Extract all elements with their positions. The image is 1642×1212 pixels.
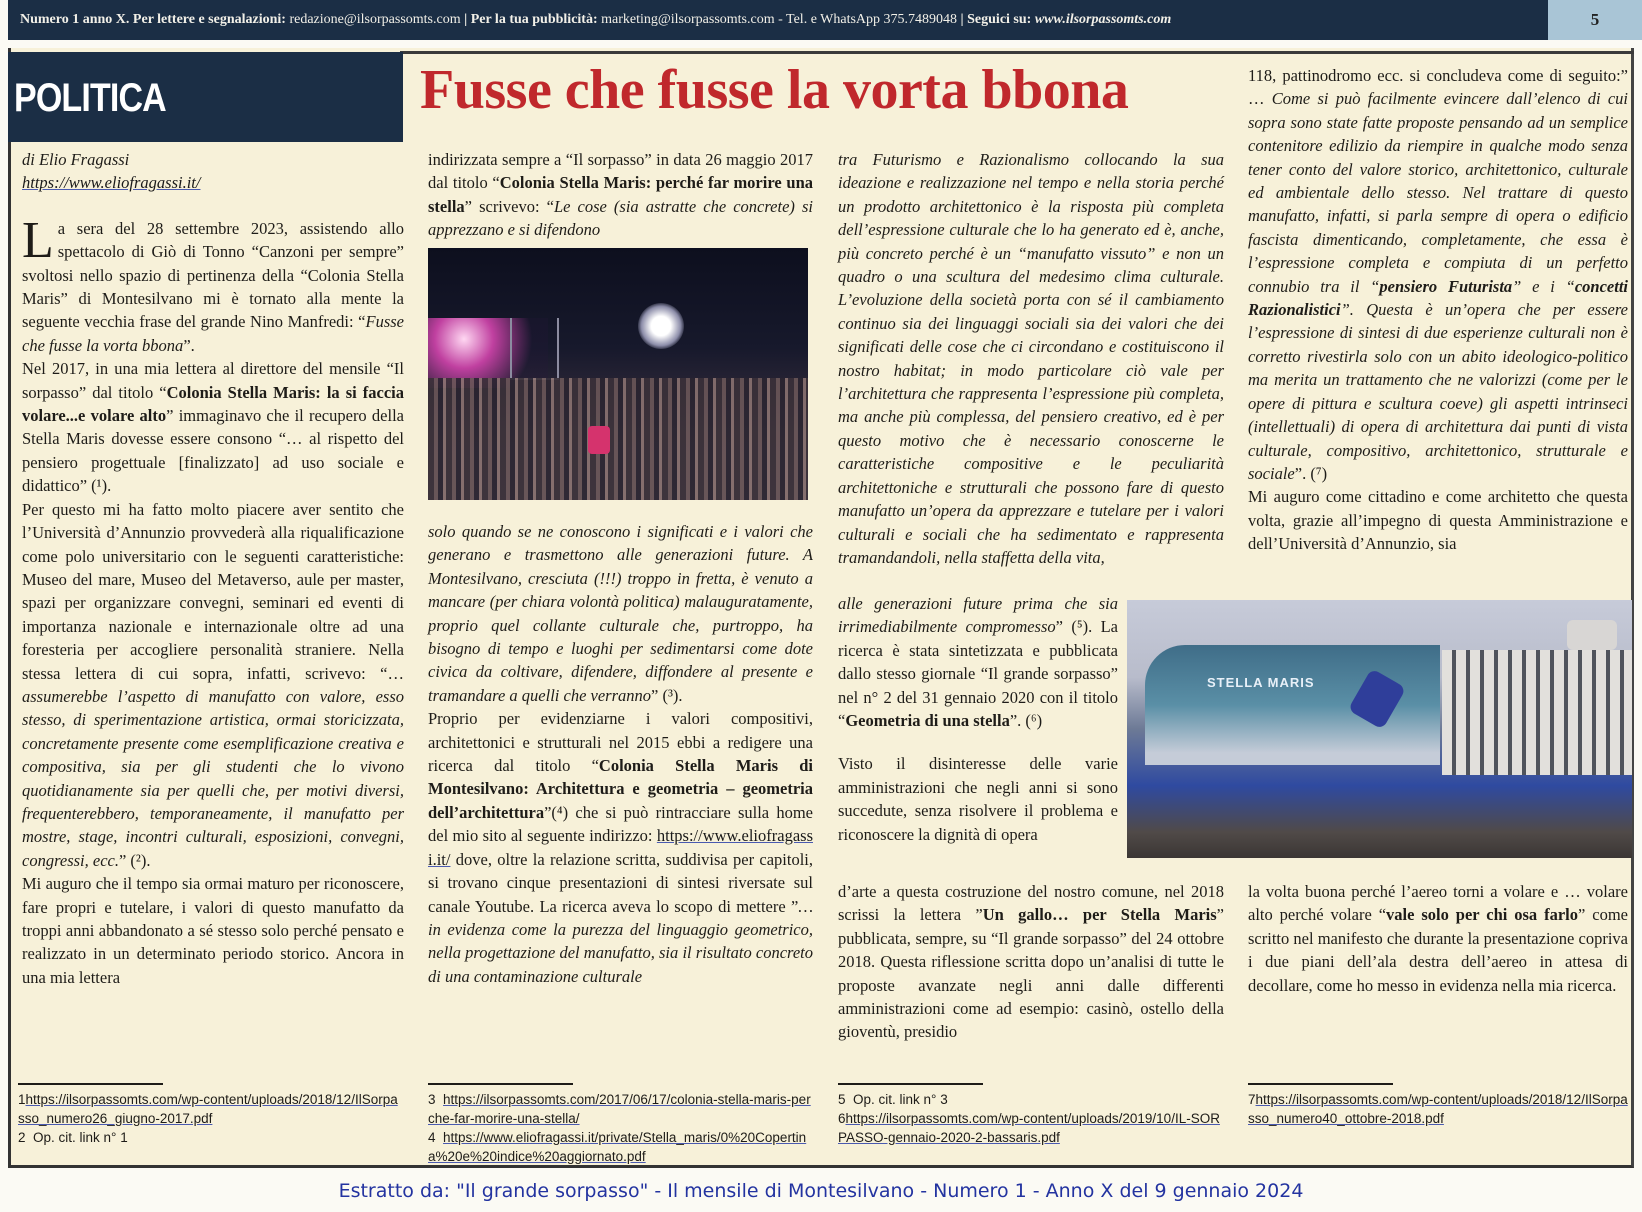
website-link[interactable]: www.ilsorpassomts.com: [1034, 12, 1172, 27]
author: di Elio Fragassi: [22, 150, 130, 169]
author-website-link[interactable]: https://www.eliofragassi.it/: [22, 173, 201, 193]
paragraph: tra Futurismo e Razionalismo collocando la sua ideazione e realizzazione nel tempo e nella storia perché un prodotto architettonico è la risposta più completa dell’espressione culturale che lo ha generato ed è, anche, più concreto perché è un “manufatto vissuto” e non un quadro o una scultura del medesimo clima culturale. L’evoluzione della società porta con sé il cambiamento continuo sia dei linguaggi sociali sia dei valori che dei significati delle cose che ci circondano e costituiscono il nostro habitat; in modo particolare ciò vale per l’architettura che rappresenta l’espressione più completa, ma anche più complessa, del pensiero creativo, ed è per questo motivo che è necessario conoscerne le caratteristiche compositive e le peculiarità architettoniche e strutturali che possono fare di questo manufatto un’opera da apprezzare e tutelare per i valori culturali e sociali che ha sedimentato e rappresenta tramandandoli, nella staffetta della vita,: [838, 150, 1224, 567]
footnote-rule: [428, 1083, 573, 1085]
footnote-link[interactable]: https://ilsorpassomts.com/wp-content/uploads/2019/10/IL-SORPASSO-gennaio-2020-2-bassaris.pdf: [838, 1111, 1220, 1145]
footnote-1: 1https://ilsorpassomts.com/wp-content/uploads/2018/12/IlSorpasso_numero26_giugno-2017.pdf: [18, 1092, 398, 1126]
footnotes-col1: [18, 1090, 403, 1147]
banner-sign: STELLA MARIS: [1207, 675, 1315, 690]
paragraph: alle generazioni future prima che sia irrimediabilmente compromesso” (⁵). La ricerca è stata sintetizzata e pubblicata dallo stesso giornale “Il grande sorpasso” nel n° 2 del 31 gennaio 2020 con il titolo “Geometria di una stella”. (⁶): [838, 594, 1118, 731]
separator: |: [960, 12, 964, 27]
column-1: [22, 148, 404, 989]
building-cupola: [1567, 620, 1617, 650]
building-tower: [1442, 650, 1632, 775]
footnotes-col4: [1248, 1090, 1628, 1128]
footnote-link[interactable]: https://ilsorpassomts.com/wp-content/uploads/2018/12/IlSorpasso_numero26_giugno-2017.pdf: [18, 1092, 398, 1126]
paragraph: solo quando se ne conoscono i significati e i valori che generano e trasmettono alle generazioni future. A Montesilvano, cresciuta (!!!) troppo in fretta, è venuto a mancare (per chiara volontà politica) malauguratamente, proprio quel collante culturale che, purtroppo, ha bisogno di tempo e luoghi per sedimentarsi come dote civica da coltivare, difendere, diffondere al presente e tramandare a quelli che verranno” (³).: [428, 522, 813, 705]
footnotes-col3: [838, 1090, 1223, 1147]
footnote-link[interactable]: https://ilsorpassomts.com/wp-content/uploads/2018/12/IlSorpasso_numero40_ottobre-2018.pdf: [1248, 1092, 1628, 1126]
column-3: [838, 148, 1224, 569]
footnote-7: 7https://ilsorpassomts.com/wp-content/uploads/2018/12/IlSorpasso_numero40_ottobre-2018.pdf: [1248, 1092, 1628, 1126]
footnote-rule: [18, 1083, 163, 1085]
paragraph: Visto il disinteresse delle varie amministrazioni che negli anni si sono succedute, senza risolvere il problema e riconoscere la dignità di opera: [838, 754, 1118, 844]
footnote-6: 6https://ilsorpassomts.com/wp-content/uploads/2019/10/IL-SORPASSO-gennaio-2020-2-bassaris.pdf: [838, 1111, 1220, 1145]
paragraph: indirizzata sempre a “Il sorpasso” in data 26 maggio 2017 dal titolo “Colonia Stella Maris: perché far morire una stella” scrivevo: “Le cose (sia astratte che concrete) si apprezzano e si difendono: [428, 150, 813, 240]
separator: |: [464, 12, 468, 27]
issue-label: Numero 1 anno X.: [20, 12, 130, 27]
column-2-continued: [428, 520, 813, 988]
ads-label: Per la tua pubblicità:: [470, 12, 598, 27]
paragraph: Per questo mi ha fatto molto piacere aver sentito che l’Università d’Annunzio provvederà alla riqualificazione come polo universitario con le seguenti caratteristiche: Museo del mare, Museo del Metaverso, aule per master, spazi per organizzare convegni, seminari ed eventi di importanza nazionale e internazionale oltre ad una foresteria per accogliere personalità straniere. Nella stessa lettera di cui sopra, infatti, scrivevo: “… assumerebbe l’aspetto di manufatto con valore, esso stesso, di sperimentazione artistica, ormai storicizzata, concretamente presente come esemplificazione creativa e compositiva, sia per gli studenti che lo vivono quotidianamente sia per quelli che, per motivi diversi, frequenterebbero, temporaneamente, il manufatto per mostre, stage, incontri culturali, esposizioni, convegni, congressi, ecc.” (²).: [22, 499, 404, 870]
section-label-text: POLITICA: [14, 76, 166, 120]
footnote-2: 2 Op. cit. link n° 1: [18, 1130, 128, 1145]
phone-info: - Tel. e WhatsApp 375.7489048: [778, 12, 958, 27]
page-number: 5: [1548, 0, 1642, 40]
column-2: [428, 148, 813, 242]
column-4: [1248, 64, 1628, 556]
paragraph: La sera del 28 settembre 2023, assistendo allo spettacolo di Giò di Tonno “Canzoni per sempre” svoltosi nello spazio di pertinenza della “Colonia Stella Maris” di Montesilvano mi è tornato alla mente la seguente vecchia frase del grande Nino Manfredi: “Fusse che fusse la vorta bbona”.: [22, 211, 404, 355]
follow-label: Seguici su:: [967, 12, 1032, 27]
concert-crowd-photo: [428, 248, 808, 500]
footnotes-col2: [428, 1090, 813, 1166]
column-4-bottom: [1248, 880, 1628, 997]
footnote-rule: [838, 1083, 983, 1085]
letters-email[interactable]: redazione@ilsorpassomts.com: [289, 12, 461, 27]
ads-email[interactable]: marketing@ilsorpassomts.com: [601, 12, 775, 27]
stella-maris-building-photo: [1127, 600, 1632, 858]
headline: Fusse che fusse la vorta bbona: [420, 59, 1129, 121]
dropcap: L: [22, 211, 54, 269]
author-website-link[interactable]: https://www.eliofragassi.it/: [428, 826, 813, 869]
footnote-link[interactable]: https://www.eliofragassi.it/private/Stella_maris/0%20Copertina%20e%20indice%20aggiornato.pdf: [428, 1130, 807, 1164]
paragraph: Mi auguro come cittadino e come architetto che questa volta, grazie all’impegno di questa Amministrazione e dell’Università d’Annunzio, sia: [1248, 487, 1628, 554]
masthead-bar: [8, 0, 1548, 40]
paragraph: 118, pattinodromo ecc. si concludeva come di seguito:” … Come si può facilmente evincere dall’elenco di cui sopra sono state fatte proposte pensando ad un semplice contenitore edilizio da riempire in qualche modo senza tener conto del valore storico, architettonico, culturale ed ambientale dello stesso. Nel trattare di questo manufatto, infatti, si parla sempre di opera o edificio fascista dimenticando, completamente, che essa è l’espressione completa e compiuta di un perfetto connubio tra il “pensiero Futurista” e i “concetti Razionalistici”. Questa è un’opera che per essere l’espressione di sintesi di due esperienze culturali non è corretto rivestirla solo con un abito ideologico-politico ma merita un trattamento che ne valorizzi (come per le opere di pittura e scultura coeve) gli aspetti intrinseci (intellettuali) di opera di architettura dai punti di vista culturale, compositivo, architettonico, strutturale e sociale”. (⁷): [1248, 66, 1628, 483]
footnote-3: 3 https://ilsorpassomts.com/2017/06/17/colonia-stella-maris-perche-far-morire-una-stella/: [428, 1092, 811, 1126]
audience-member: [588, 426, 610, 454]
column-3-bottom: [838, 880, 1224, 1044]
paragraph: Nel 2017, in una mia lettera al direttore del mensile “Il sorpasso” dal titolo “Colonia Stella Maris: la si faccia volare...e volare alto” immaginavo che il recupero della Stella Maris dovesse essere consono “… al rispetto del pensiero progettuale [finalizzato] ad uso sociale e didattico” (¹).: [22, 359, 404, 496]
footnote-4: 4 https://www.eliofragassi.it/private/Stella_maris/0%20Copertina%20e%20indice%20aggiornato.pdf: [428, 1130, 807, 1164]
column-3-wrap: [838, 592, 1118, 846]
paragraph: d’arte a questa costruzione del nostro comune, nel 2018 scrissi la lettera ”Un gallo… per Stella Maris” pubblicata, sempre, su “Il grande sorpasso” del 24 ottobre 2018. Questa riflessione scritta dopo un’analisi di tutte le proposte avanzate negli anni dalle differenti amministrazioni come ad esempio: casinò, ostello della gioventù, presidio: [838, 882, 1224, 1042]
paragraph: la volta buona perché l’aereo torni a volare e … volare alto perché volare “vale solo per chi osa farlo” come scritto nel manifesto che durante la presentazione copriva i due piani dell’ala destra dell’aereo in attesa di decollare, come ho messo in evidenza nella mia ricerca.: [1248, 882, 1628, 995]
source-caption: Estratto da: "Il grande sorpasso" - Il mensile di Montesilvano - Numero 1 - Anno X del 9 gennaio 2024: [338, 1180, 1304, 1202]
paragraph: Mi auguro che il tempo sia ormai maturo per riconoscere, fare propri e tutelare, i valori di questo manufatto da troppi anni abbandonato a sé stesso solo perché pensato e realizzato in un determinato periodo storico. Ancora in una mia lettera: [22, 874, 404, 987]
footnote-rule: [1248, 1083, 1393, 1085]
crowd: [428, 378, 808, 500]
spotlight: [638, 303, 684, 349]
top-rule: [400, 51, 1634, 54]
footnote-link[interactable]: https://ilsorpassomts.com/2017/06/17/colonia-stella-maris-perche-far-morire-una-stella/: [428, 1092, 811, 1126]
paragraph: Proprio per evidenziarne i valori compositivi, architettonici e strutturali nel 2015 ebbi a redigere una ricerca dal titolo “Colonia Stella Maris di Montesilvano: Architettura e geometria – geometria dell’architettura”(⁴) che si può rintracciare sulla home del mio sito al seguente indirizzo: https://www.eliofragassi.it/ dove, oltre la relazione scritta, suddivisa per capitoli, si trovano cinque presentazioni di sintesi riversate sul canale Youtube. La ricerca aveva lo scopo di mettere ”… in evidenza come la purezza del linguaggio geometrico, nella progettazione del manufatto, sia il risultato concreto di una contaminazione culturale: [428, 709, 813, 986]
letters-label: Per lettere e segnalazioni:: [132, 12, 286, 27]
section-label: [8, 52, 403, 142]
stage-truss: [510, 318, 559, 380]
footnote-5: 5 Op. cit. link n° 3: [838, 1092, 948, 1107]
